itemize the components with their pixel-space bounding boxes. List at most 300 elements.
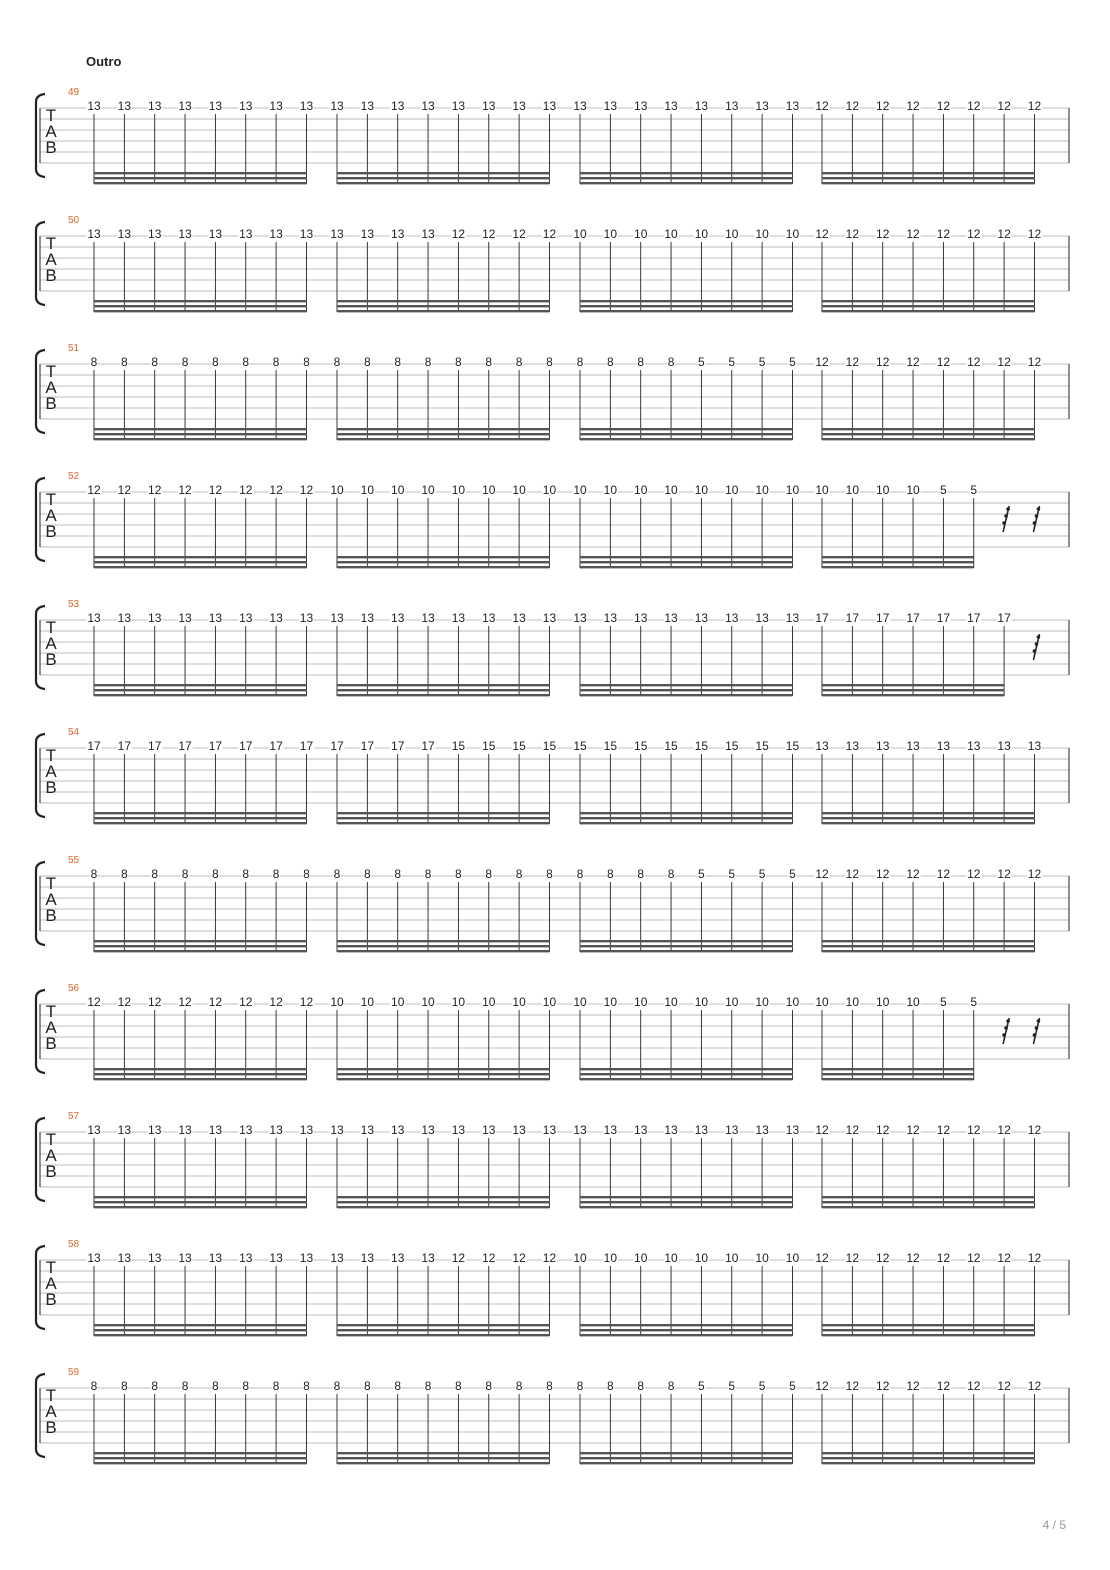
note-beam (822, 1196, 1034, 1198)
rest-32nd-dot (1002, 1033, 1006, 1037)
fret-number: 12 (876, 1251, 890, 1265)
fret-number: 13 (391, 1251, 405, 1265)
fret-number: 12 (876, 99, 890, 113)
fret-number: 8 (364, 355, 371, 369)
fret-number: 15 (542, 739, 557, 753)
note-beam (580, 1078, 792, 1080)
tab-clef-letter: B (45, 1290, 57, 1309)
fret-number: 13 (87, 227, 101, 241)
note-beam (580, 1196, 792, 1198)
note-beam (580, 940, 792, 942)
tab-clef-letter: B (45, 394, 57, 413)
note-beam (822, 182, 1034, 184)
fret-number: 17 (936, 611, 951, 625)
note-beam (337, 182, 549, 184)
fret-number: 13 (299, 1123, 314, 1137)
fret-number: 10 (421, 995, 435, 1009)
fret-number: 17 (239, 739, 253, 753)
fret-number: 17 (815, 611, 829, 625)
note-beam (580, 1324, 792, 1326)
note-beam (94, 177, 306, 179)
fret-number: 8 (485, 867, 493, 881)
rest-32nd-dot (1033, 521, 1037, 525)
fret-number: 13 (330, 99, 344, 113)
fret-number: 8 (303, 867, 310, 881)
tab-clef-letter: T (45, 1386, 57, 1405)
fret-number: 12 (1027, 99, 1042, 113)
fret-number: 13 (603, 1123, 618, 1137)
note-beam (580, 684, 792, 686)
fret-number: 13 (421, 99, 435, 113)
fret-number: 8 (667, 1379, 675, 1393)
fret-number: 10 (542, 995, 557, 1009)
fret-number: 13 (451, 1123, 466, 1137)
note-beam (94, 817, 306, 819)
fret-number: 10 (815, 483, 829, 497)
fret-number: 12 (967, 1379, 981, 1393)
note-beam (822, 1078, 974, 1080)
fret-number: 10 (482, 995, 496, 1009)
measure-number: 58 (68, 1239, 80, 1250)
fret-number: 12 (936, 227, 951, 241)
fret-number: 13 (421, 1251, 435, 1265)
fret-number: 12 (906, 1379, 920, 1393)
fret-number: 13 (573, 611, 587, 625)
note-beam (580, 817, 792, 819)
fret-number: 10 (391, 483, 405, 497)
tab-clef-letter: A (45, 890, 57, 909)
fret-number: 10 (906, 995, 920, 1009)
fret-number: 5 (758, 355, 766, 369)
fret-number: 8 (272, 355, 280, 369)
fret-number: 15 (482, 739, 496, 753)
fret-number: 12 (876, 1379, 890, 1393)
tab-clef-letter: T (45, 362, 57, 381)
fret-number: 12 (148, 995, 162, 1009)
note-beam (94, 428, 306, 430)
fret-number: 10 (360, 483, 375, 497)
fret-number: 12 (117, 995, 132, 1009)
fret-number: 13 (239, 227, 253, 241)
tab-clef-letter: A (45, 1146, 57, 1165)
rest-32nd-dot (1037, 507, 1041, 511)
note-beam (94, 310, 306, 312)
tab-clef-letter: T (45, 746, 57, 765)
fret-number: 12 (997, 355, 1011, 369)
fret-number: 13 (239, 1251, 253, 1265)
note-beam (822, 1334, 1034, 1336)
fret-number: 12 (87, 995, 101, 1009)
fret-number: 13 (603, 99, 618, 113)
fret-number: 13 (1027, 739, 1042, 753)
fret-number: 13 (512, 611, 526, 625)
fret-number: 8 (333, 355, 341, 369)
note-beam (822, 940, 1034, 942)
fret-number: 10 (694, 1251, 709, 1265)
fret-number: 10 (755, 227, 769, 241)
fret-number: 15 (755, 739, 769, 753)
fret-number: 10 (573, 1251, 587, 1265)
tab-clef-letter: T (45, 234, 57, 253)
note-beam (94, 684, 306, 686)
fret-number: 10 (755, 483, 769, 497)
fret-number: 10 (603, 227, 618, 241)
fret-number: 12 (936, 1251, 951, 1265)
note-beam (822, 428, 1034, 430)
fret-number: 13 (148, 1251, 162, 1265)
note-beam (580, 438, 792, 440)
note-beam (337, 1457, 549, 1459)
fret-number: 12 (1027, 227, 1042, 241)
note-beam (580, 566, 792, 568)
note-beam (580, 556, 792, 558)
fret-number: 8 (394, 867, 402, 881)
note-beam (822, 950, 1034, 952)
note-beam (94, 556, 306, 558)
note-beam (94, 1078, 306, 1080)
fret-number: 13 (451, 611, 466, 625)
fret-number: 12 (815, 1123, 829, 1137)
fret-number: 15 (634, 739, 648, 753)
fret-number: 15 (694, 739, 709, 753)
fret-number: 8 (364, 1379, 371, 1393)
note-beam (337, 438, 549, 440)
note-beam (822, 561, 974, 563)
fret-number: 13 (117, 1251, 132, 1265)
fret-number: 5 (940, 483, 947, 497)
fret-number: 12 (997, 1123, 1011, 1137)
fret-number: 13 (967, 739, 981, 753)
fret-number: 15 (725, 739, 739, 753)
fret-number: 10 (634, 1251, 648, 1265)
fret-number: 17 (391, 739, 405, 753)
fret-number: 13 (208, 611, 223, 625)
note-beam (94, 1334, 306, 1336)
fret-number: 12 (967, 99, 981, 113)
fret-number: 13 (421, 227, 435, 241)
fret-number: 5 (728, 355, 736, 369)
fret-number: 12 (936, 99, 951, 113)
fret-number: 12 (997, 99, 1011, 113)
fret-number: 13 (573, 1123, 587, 1137)
note-beam (337, 817, 549, 819)
rest-32nd-dot (1006, 1019, 1010, 1023)
note-beam (822, 694, 1004, 696)
fret-number: 8 (333, 1379, 341, 1393)
fret-number: 8 (303, 355, 310, 369)
measure-number: 50 (68, 215, 80, 226)
fret-number: 10 (876, 483, 890, 497)
note-beam (337, 561, 549, 563)
note-beam (337, 310, 549, 312)
fret-number: 10 (694, 227, 709, 241)
note-beam (580, 1334, 792, 1336)
fret-number: 8 (242, 355, 250, 369)
fret-number: 13 (542, 611, 557, 625)
fret-number: 13 (117, 1123, 132, 1137)
note-beam (94, 1457, 306, 1459)
fret-number: 8 (515, 355, 523, 369)
tab-clef-letter: A (45, 1018, 57, 1037)
note-beam (337, 177, 549, 179)
note-beam (580, 945, 792, 947)
fret-number: 17 (178, 739, 192, 753)
fret-number: 12 (936, 867, 951, 881)
rest-32nd-dot (1033, 1033, 1037, 1037)
fret-number: 10 (845, 995, 860, 1009)
fret-number: 12 (997, 227, 1011, 241)
note-beam (822, 1068, 974, 1070)
section-title: Outro (86, 54, 122, 69)
fret-number: 10 (845, 483, 860, 497)
fret-number: 10 (330, 483, 344, 497)
note-beam (580, 812, 792, 814)
fret-number: 13 (239, 611, 253, 625)
fret-number: 17 (845, 611, 860, 625)
note-beam (94, 1073, 306, 1075)
fret-number: 8 (90, 355, 98, 369)
fret-number: 8 (546, 355, 553, 369)
note-beam (337, 1329, 549, 1331)
tab-clef-letter: T (45, 1130, 57, 1149)
tab-clef-letter: T (45, 874, 57, 893)
fret-number: 13 (785, 611, 800, 625)
fret-number: 8 (637, 355, 645, 369)
measure-number: 59 (68, 1367, 80, 1378)
fret-number: 8 (121, 1379, 128, 1393)
fret-number: 8 (121, 355, 128, 369)
tab-clef-letter: A (45, 506, 57, 525)
measure-number: 51 (68, 343, 80, 354)
tab-clef-letter: T (45, 1258, 57, 1277)
fret-number: 13 (694, 99, 709, 113)
fret-number: 12 (936, 1379, 951, 1393)
rest-32nd-dot (1002, 521, 1006, 525)
note-beam (580, 694, 792, 696)
note-beam (337, 694, 549, 696)
note-beam (580, 1073, 792, 1075)
fret-number: 13 (785, 1123, 800, 1137)
fret-number: 13 (87, 611, 101, 625)
fret-number: 13 (391, 227, 405, 241)
fret-number: 15 (664, 739, 678, 753)
fret-number: 10 (573, 995, 587, 1009)
fret-number: 12 (178, 995, 192, 1009)
measure-number: 53 (68, 599, 80, 610)
fret-number: 13 (906, 739, 920, 753)
fret-number: 8 (546, 1379, 553, 1393)
rest-32nd-dot (1035, 1026, 1039, 1030)
fret-number: 12 (1027, 1251, 1042, 1265)
fret-number: 13 (755, 1123, 769, 1137)
fret-number: 13 (421, 611, 435, 625)
note-beam (94, 1462, 306, 1464)
note-beam (337, 556, 549, 558)
fret-number: 8 (485, 1379, 493, 1393)
note-beam (337, 1196, 549, 1198)
fret-number: 17 (87, 739, 101, 753)
fret-number: 17 (967, 611, 981, 625)
fret-number: 17 (299, 739, 314, 753)
fret-number: 12 (269, 995, 283, 1009)
note-beam (94, 1329, 306, 1331)
fret-number: 13 (117, 99, 132, 113)
fret-number: 13 (269, 1251, 283, 1265)
note-beam (94, 172, 306, 174)
fret-number: 15 (451, 739, 466, 753)
fret-number: 10 (603, 483, 618, 497)
fret-number: 13 (755, 611, 769, 625)
note-beam (580, 428, 792, 430)
fret-number: 5 (970, 995, 978, 1009)
fret-number: 8 (546, 867, 553, 881)
fret-number: 12 (997, 1379, 1011, 1393)
rest-32nd-dot (1035, 642, 1039, 646)
note-beam (337, 300, 549, 302)
fret-number: 15 (573, 739, 587, 753)
fret-number: 8 (424, 867, 432, 881)
note-beam (822, 1452, 1034, 1454)
note-beam (337, 1334, 549, 1336)
fret-number: 5 (789, 867, 796, 881)
measure-number: 52 (68, 471, 80, 482)
fret-number: 13 (451, 99, 466, 113)
note-beam (822, 566, 974, 568)
note-beam (580, 1462, 792, 1464)
tab-clef-letter: B (45, 1418, 57, 1437)
fret-number: 12 (1027, 1123, 1042, 1137)
measure-number: 54 (68, 727, 80, 738)
fret-number: 13 (330, 611, 344, 625)
fret-number: 8 (607, 1379, 614, 1393)
fret-number: 17 (360, 739, 375, 753)
note-beam (580, 1068, 792, 1070)
fret-number: 13 (269, 99, 283, 113)
fret-number: 12 (936, 1123, 951, 1137)
fret-number: 8 (394, 355, 402, 369)
fret-number: 12 (845, 867, 860, 881)
fret-number: 13 (148, 1123, 162, 1137)
fret-number: 13 (299, 611, 314, 625)
fret-number: 10 (694, 995, 709, 1009)
fret-number: 8 (151, 1379, 159, 1393)
note-beam (580, 1206, 792, 1208)
fret-number: 12 (815, 867, 829, 881)
note-beam (822, 310, 1034, 312)
fret-number: 5 (758, 867, 766, 881)
rest-32nd-dot (1004, 514, 1008, 518)
fret-number: 8 (607, 355, 614, 369)
fret-number: 17 (421, 739, 435, 753)
fret-number: 12 (117, 483, 132, 497)
rest-32nd-dot (1033, 649, 1037, 653)
fret-number: 13 (330, 227, 344, 241)
fret-number: 5 (728, 1379, 736, 1393)
fret-number: 17 (117, 739, 132, 753)
note-beam (94, 950, 306, 952)
fret-number: 10 (664, 483, 678, 497)
fret-number: 12 (876, 1123, 890, 1137)
fret-number: 12 (299, 995, 314, 1009)
note-beam (337, 566, 549, 568)
note-beam (337, 1078, 549, 1080)
note-beam (94, 940, 306, 942)
note-beam (337, 172, 549, 174)
fret-number: 13 (815, 739, 829, 753)
fret-number: 13 (299, 227, 314, 241)
fret-number: 10 (542, 483, 557, 497)
fret-number: 8 (637, 1379, 645, 1393)
fret-number: 10 (360, 995, 375, 1009)
fret-number: 8 (242, 867, 250, 881)
fret-number: 5 (789, 355, 796, 369)
note-beam (337, 940, 549, 942)
fret-number: 8 (455, 355, 462, 369)
note-beam (822, 556, 974, 558)
fret-number: 12 (876, 227, 890, 241)
fret-number: 12 (997, 867, 1011, 881)
fret-number: 12 (482, 227, 496, 241)
note-beam (822, 1462, 1034, 1464)
note-beam (822, 812, 1034, 814)
note-beam (94, 694, 306, 696)
fret-number: 8 (485, 355, 493, 369)
fret-number: 13 (664, 1123, 678, 1137)
fret-number: 8 (607, 867, 614, 881)
note-beam (337, 1324, 549, 1326)
measure-number: 56 (68, 983, 80, 994)
fret-number: 12 (845, 1379, 860, 1393)
note-beam (337, 305, 549, 307)
fret-number: 13 (694, 611, 709, 625)
fret-number: 13 (117, 227, 132, 241)
fret-number: 12 (815, 1251, 829, 1265)
fret-number: 13 (936, 739, 951, 753)
fret-number: 13 (755, 99, 769, 113)
fret-number: 12 (845, 99, 860, 113)
fret-number: 8 (121, 867, 128, 881)
fret-number: 8 (576, 867, 584, 881)
note-beam (94, 1324, 306, 1326)
fret-number: 12 (906, 227, 920, 241)
fret-number: 12 (936, 355, 951, 369)
fret-number: 13 (421, 1123, 435, 1137)
fret-number: 5 (940, 995, 947, 1009)
fret-number: 12 (997, 1251, 1011, 1265)
fret-number: 10 (421, 483, 435, 497)
fret-number: 12 (451, 1251, 466, 1265)
note-beam (337, 1206, 549, 1208)
fret-number: 8 (212, 355, 219, 369)
note-beam (580, 1201, 792, 1203)
fret-number: 13 (87, 1123, 101, 1137)
note-beam (94, 1196, 306, 1198)
fret-number: 13 (269, 227, 283, 241)
fret-number: 13 (694, 1123, 709, 1137)
fret-number: 13 (542, 99, 557, 113)
fret-number: 13 (208, 1123, 223, 1137)
note-beam (580, 1457, 792, 1459)
fret-number: 17 (997, 611, 1011, 625)
note-beam (337, 945, 549, 947)
tab-clef-letter: A (45, 1274, 57, 1293)
fret-number: 13 (330, 1123, 344, 1137)
fret-number: 13 (178, 227, 192, 241)
fret-number: 5 (698, 1379, 705, 1393)
note-beam (94, 566, 306, 568)
fret-number: 10 (391, 995, 405, 1009)
note-beam (94, 1201, 306, 1203)
